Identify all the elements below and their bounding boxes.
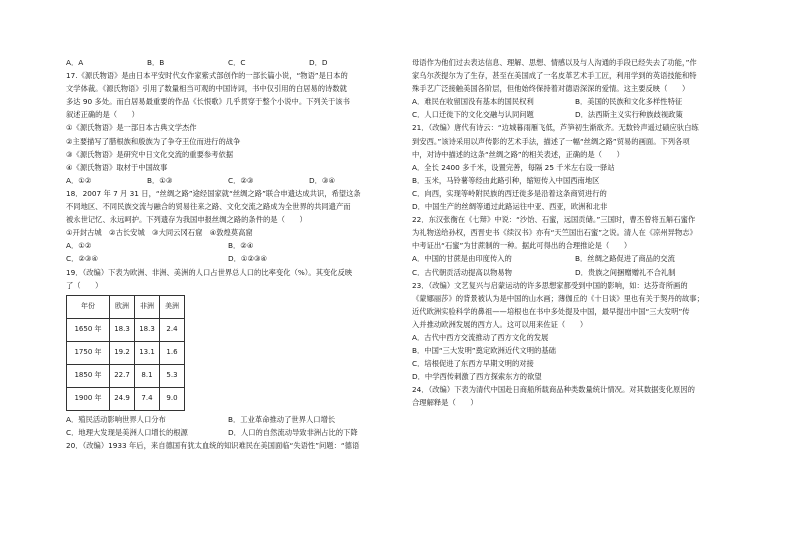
table-cell: 2.4 [160, 318, 185, 341]
option-d: D．③④ [309, 175, 335, 185]
question-17 [66, 69, 390, 187]
question-line: 21．（改编）唐代有诗云：“边城暮雨雁飞低，芦笋初生渐欲齐。无数铃声遥过碛应驮白练 [412, 123, 699, 133]
question-line: 被永世记忆、永远呵护。下列遗存为我国申报丝绸之路的条件的是（ ） [66, 215, 307, 225]
question-19 [66, 266, 390, 439]
option-d: D．①②③④ [228, 254, 268, 264]
table-row [67, 318, 185, 341]
table-row [67, 341, 185, 364]
question-line: 文学体裁。《源氏物语》引用了数量相当可观的中国诗词，书中仅引用的白居易的诗数就 [66, 84, 347, 94]
option-d: D．法西斯主义实行种族歧视政策 [575, 110, 683, 120]
statement-items: ①开封古城 ②古长安城 ③大同云冈石窟 ④敦煌莫高窟 [66, 228, 253, 238]
table-cell: 18.3 [110, 318, 135, 341]
question-line: 中，对诗中描述的这条“丝绸之路”的相关表述，正确的是（ ） [412, 149, 624, 159]
table-header: 年份 [67, 295, 110, 318]
option-a: A．全长 2400 多千米，设置完善，每隔 25 千米左右设一驿站 [412, 162, 615, 172]
statement-item: ④《源氏物语》取材于中国故事 [66, 162, 168, 172]
option-c: C．地理大发现是美洲人口增长的根源 [66, 427, 188, 437]
table-cell: 9.0 [160, 387, 185, 410]
question-line: 近代欧洲实验科学的鼻祖——培根也在书中多处提及中国，最早提出中国“三大发明”传 [412, 306, 690, 316]
statement-item: ①《源氏物语》是一部日本古典文学杰作 [66, 123, 197, 133]
question-line: 入并推动欧洲发展的西方人。这可以用来佐证（ ） [412, 319, 588, 329]
option-a: A．①② [66, 175, 92, 185]
table-cell: 7.4 [135, 387, 160, 410]
answer-options [412, 252, 738, 265]
question-line: 母语作为他们过去表达信息、理解、思想、情感以及与人沟通的手段已经失去了功能，”作 [412, 58, 697, 67]
question-line: 到安西。”该诗采用以声传影的艺术手法，描述了一幅“丝绸之路”贸易的画面。下列各项 [412, 136, 690, 146]
question-line: 家乌尔茨提尔为了生存，甚至在美国成了一名皮革艺术手工匠，利用学到的英语技能和特 [412, 71, 697, 81]
option-b: B．①③ [147, 175, 173, 185]
question-line: 17.《源氏物语》是由日本平安时代女作家紫式部创作的一部长篇小说，“物语”是日本的 [66, 71, 348, 81]
table-cell: 13.1 [135, 341, 160, 364]
table-cell: 24.9 [110, 387, 135, 410]
table-cell: 8.1 [135, 364, 160, 387]
question-20-start: 20．（改编）1933 年后，来自德国有犹太血统的知识难民在美国面临“失语性”问题：“德语 [66, 440, 360, 450]
option-c: C．培根促进了东西方早期文明的对接 [412, 359, 534, 369]
table-cell: 1900 年 [67, 387, 110, 410]
question-line: 了（ ） [66, 280, 103, 290]
population-table [66, 295, 185, 411]
option-d: D．贵族之间捆赠赠礼不合礼制 [575, 267, 676, 277]
table-cell: 5.3 [160, 364, 185, 387]
question-18 [66, 187, 390, 266]
option-a: A．中国的甘蔗是由印度传入的 [412, 254, 512, 264]
statement-item: ②主要描写了腊根族和殷族为了争夺王位而进行的战争 [66, 136, 241, 146]
table-cell: 1750 年 [67, 341, 110, 364]
question-line: 合理解释是（ ） [412, 398, 478, 408]
answer-options [412, 95, 738, 108]
option-d: D．中学西传刺激了西方探索东方的欲望 [412, 372, 542, 382]
question-line: 18．2007 年 7 月 31 日，“丝绸之路”途经国家就“丝绸之路”联合申遗达成共识，希望这条 [66, 188, 361, 198]
option-a: A．A [66, 58, 84, 67]
question-line: 不同地区、不同民族交流与融合的贸易往来之路、文化交流之路成为全世界的共同遗产而 [66, 202, 351, 212]
table-cell: 1650 年 [67, 318, 110, 341]
option-d: D．人口的自然流动导致非洲占比的下降 [228, 427, 358, 437]
answer-options [66, 426, 390, 439]
table-cell: 22.7 [110, 364, 135, 387]
option-d: D．中国生产的丝绸等通过此路运往中亚、西亚，欧洲和北非 [412, 202, 608, 212]
question-line: 19．（改编）下表为欧洲、非洲、美洲的人口占世界总人口的比率变化（%）。其变化反映 [66, 267, 353, 277]
option-d: D．D [309, 58, 328, 67]
answer-options [412, 108, 738, 121]
option-a: A．古代中西方交流推动了西方文化的发展 [412, 332, 549, 342]
option-b: B．中国“三大发明”奠定欧洲近代文明的基础 [412, 346, 556, 356]
question-line: 殊手艺广泛接触美国各阶层，但他始终保持着对德语深深的爱情。这主要反映（ ） [412, 84, 690, 94]
answer-options [412, 266, 738, 279]
question-line: 多达 90 多处。而白居易最重要的作品《长恨歌》几乎贯穿于整个小说中。下列关于该书 [66, 97, 350, 107]
question-23 [412, 279, 738, 384]
statement-item: ③《源氏物语》是研究中日文化交流的重要参考依据 [66, 149, 234, 159]
table-cell: 19.2 [110, 341, 135, 364]
option-b: B．工业革命推动了世界人口增长 [228, 414, 336, 424]
option-c: C．人口迁徙下的文化交融与认同问题 [412, 110, 534, 120]
answer-options [66, 239, 390, 252]
question-21 [412, 121, 738, 213]
table-header-row [67, 295, 185, 318]
question-line: 22．东汉张衡在《七辩》中说：“沙饴、石蜜，远国贡储。”三国时，曹丕曾将五斛石蜜作 [412, 215, 696, 225]
question-line: 叙述正确的是（ ） [66, 110, 139, 120]
table-row [67, 387, 185, 410]
option-a: A．①② [66, 241, 92, 251]
option-c: C．C [228, 58, 246, 67]
question-20-continued [412, 56, 738, 121]
question-line: 23．（改编）文艺复兴与启蒙运动的许多思想家都受到中国的影响，如：达芬奇所画的 [412, 280, 688, 290]
top-options [66, 56, 390, 69]
option-c: C．②③ [228, 175, 254, 185]
table-cell: 1.6 [160, 341, 185, 364]
option-a: A．难民在收留国没有基本的国民权利 [412, 97, 534, 107]
table-cell: 1850 年 [67, 364, 110, 387]
population-table-wrap [66, 295, 390, 411]
question-24 [412, 383, 738, 409]
table-header: 美洲 [160, 295, 185, 318]
option-c: C．古代朝贡活动提高以物易物 [412, 267, 512, 277]
option-b: B．②④ [228, 241, 254, 251]
answer-options [66, 252, 390, 265]
right-column [412, 56, 738, 410]
question-line: 中考证出“石蜜”为甘蔗制的一种。据此可得出的合理推论是（ ） [412, 241, 632, 251]
option-c: C．向西，实现等岭附民族的西迁徙多是沿着这条商贸进行的 [412, 188, 607, 198]
table-row [67, 364, 185, 387]
option-c: C．②③④ [66, 254, 99, 264]
answer-options [66, 174, 390, 187]
option-b: B．玉米，马铃薯等经由此路引种，缩短传入中国西南地区 [412, 175, 600, 185]
question-line: 《蒙娜丽莎》的背景被认为是中国的山水画；薄伽丘的《十日谈》里也有关于契丹的故事； [412, 293, 704, 303]
table-header: 非洲 [135, 295, 160, 318]
left-column [66, 56, 390, 452]
table-cell: 18.3 [135, 318, 160, 341]
option-b: B．美国的民族和文化多样性特征 [575, 97, 683, 107]
question-line: 24．（改编）下表为清代中国赴日商船所载商品种类数量统计情况。对其数据变化原因的 [412, 385, 695, 395]
option-a: A．殖民活动影响世界人口分布 [66, 414, 166, 424]
table-header: 欧洲 [110, 295, 135, 318]
answer-options [66, 413, 390, 426]
option-b: B．B [147, 58, 165, 67]
option-b: B．丝绸之路促进了商品的交流 [575, 254, 675, 264]
question-line: 为礼物送给孙权，西晋史书《续汉书》亦有“天竺国出石蜜”之说。清人在《凉州异物志》 [412, 228, 697, 238]
question-22 [412, 213, 738, 278]
